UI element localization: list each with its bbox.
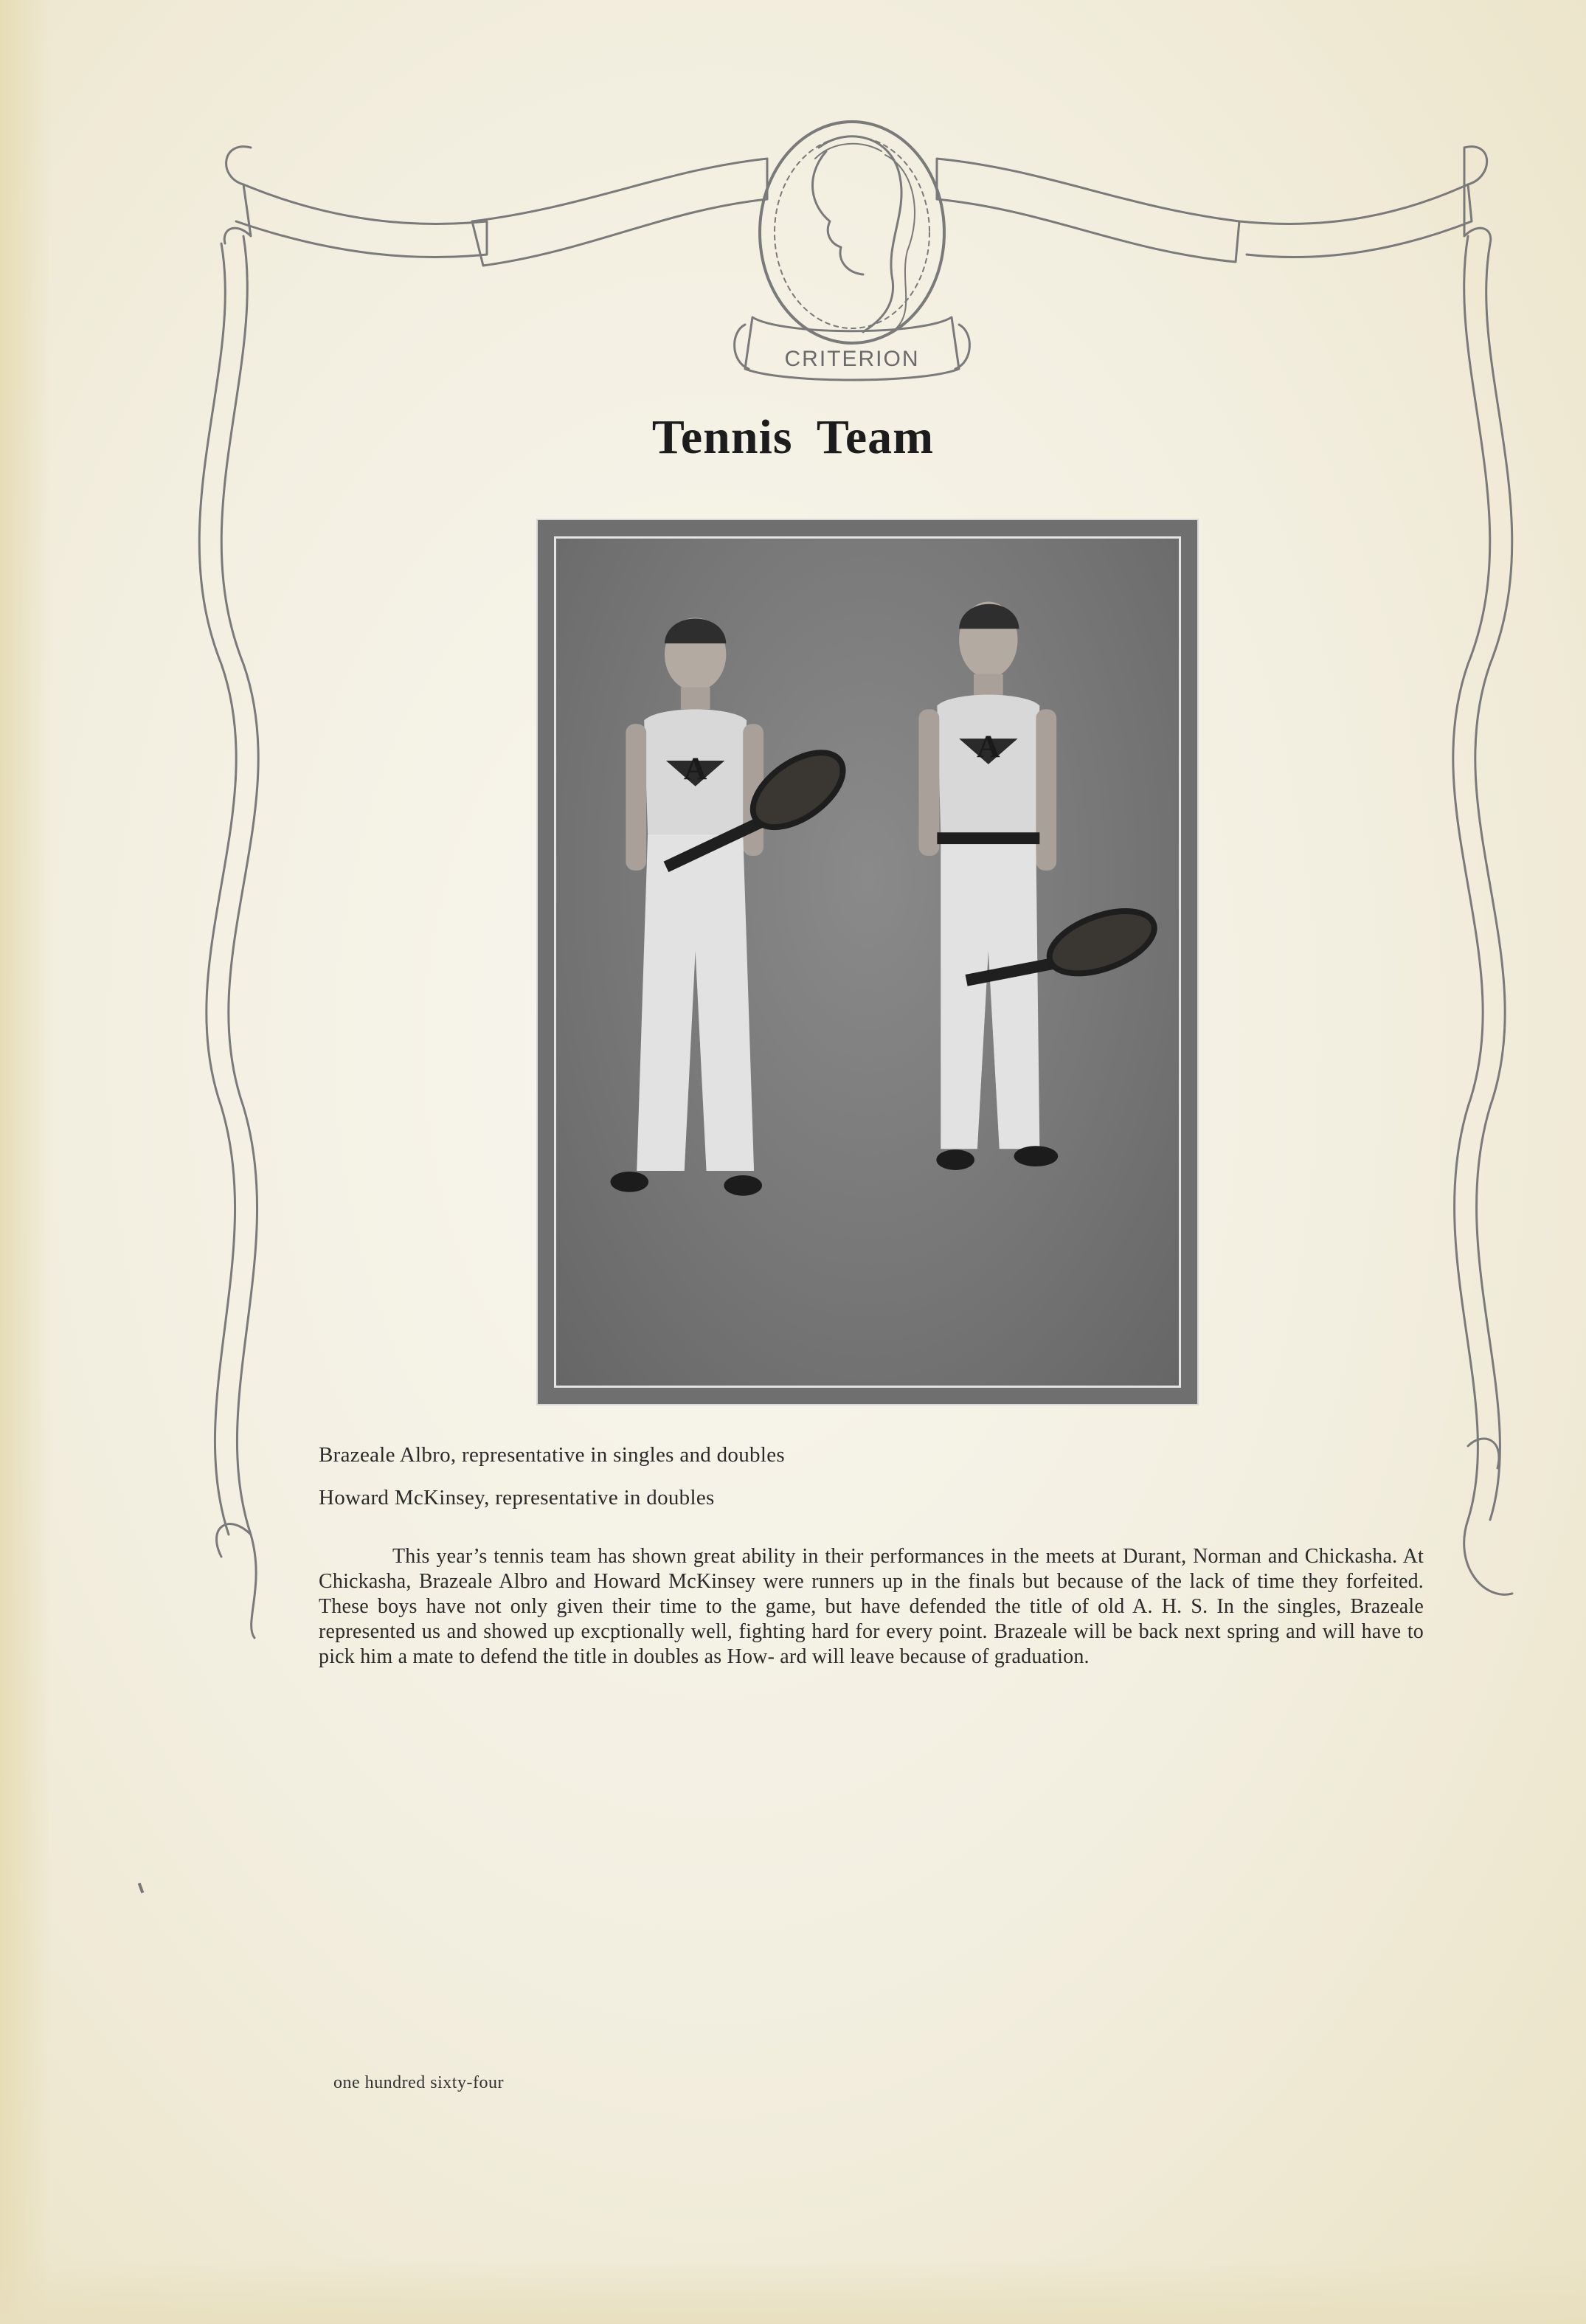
tennis-players-illustration bbox=[556, 539, 1179, 1386]
shirt-letter-2: A bbox=[977, 728, 1000, 764]
shirt-letter-1: A bbox=[683, 750, 707, 786]
player-left-figure bbox=[610, 618, 856, 1195]
caption-player-2: Howard McKinsey, representative in doubles bbox=[319, 1486, 715, 1509]
team-photo-image bbox=[554, 536, 1181, 1388]
emblem-label: CRITERION bbox=[784, 347, 920, 371]
paper-edge-shadow-bottom bbox=[0, 2258, 1586, 2324]
team-photo bbox=[536, 519, 1199, 1405]
team-description-paragraph: This year’s tennis team has shown great ability in their performances in the meets at Durant, Norman and Chickasha. At Chickasha, Brazeale Albro and Howard McKinsey were runners up in the finals but because of the lack of time they forfeited. These boys have not only given their time to the game, but have defended the title of old A. H. S. In the singles, Brazeale represented us and showed up excptionally well, fighting hard for every point. Brazeale will be back next spring and will have to pick him a mate to defend the title in doubles as How- ard will leave because of graduation. bbox=[319, 1545, 1424, 1668]
page-number: one hundred sixty-four bbox=[333, 2073, 504, 2092]
caption-player-1: Brazeale Albro, representative in singles and doubles bbox=[319, 1443, 785, 1467]
player-right-figure bbox=[919, 601, 1163, 1170]
paper-blemish bbox=[138, 1883, 145, 1894]
page-title: Tennis Team bbox=[651, 410, 935, 464]
